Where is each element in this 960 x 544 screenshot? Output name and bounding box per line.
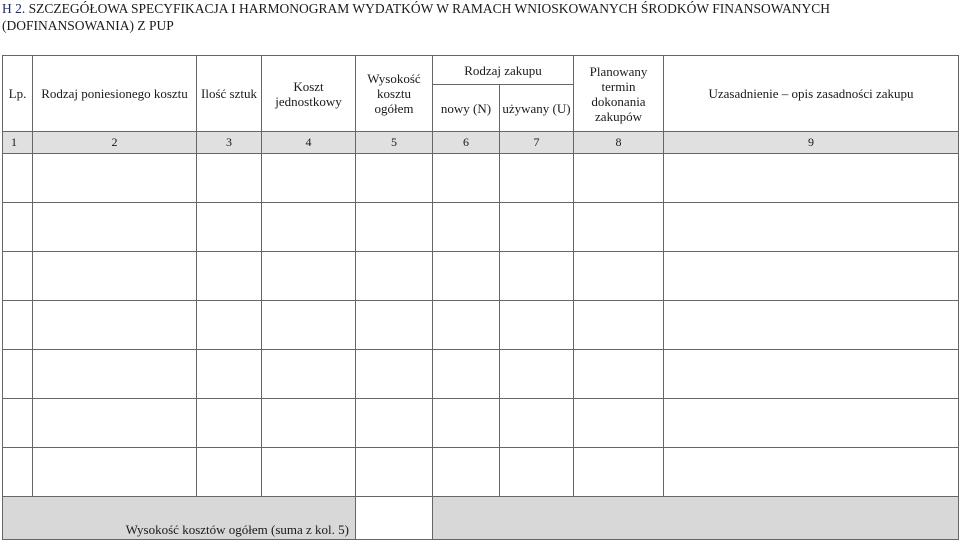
table-cell[interactable] bbox=[574, 203, 664, 252]
header-quantity: Ilość sztuk bbox=[197, 56, 262, 132]
table-cell[interactable] bbox=[433, 203, 500, 252]
column-number: 3 bbox=[197, 132, 262, 154]
table-cell[interactable] bbox=[433, 399, 500, 448]
table-row bbox=[3, 301, 959, 350]
table-cell[interactable] bbox=[3, 203, 33, 252]
table-cell[interactable] bbox=[3, 301, 33, 350]
header-unit-cost: Koszt jednostkowy bbox=[262, 56, 356, 132]
table-cell[interactable] bbox=[262, 203, 356, 252]
specification-table bbox=[2, 55, 959, 540]
column-number: 9 bbox=[664, 132, 959, 154]
table-row bbox=[3, 203, 959, 252]
table-cell[interactable] bbox=[500, 350, 574, 399]
header-lp: Lp. bbox=[3, 56, 33, 132]
table-cell[interactable] bbox=[664, 399, 959, 448]
total-label: Wysokość kosztów ogółem (suma z kol. 5) bbox=[3, 497, 356, 540]
table-cell[interactable] bbox=[433, 154, 500, 203]
table-cell[interactable] bbox=[262, 301, 356, 350]
table-cell[interactable] bbox=[3, 448, 33, 497]
table-cell[interactable] bbox=[500, 203, 574, 252]
table-cell[interactable] bbox=[197, 399, 262, 448]
table-cell[interactable] bbox=[197, 448, 262, 497]
table-cell[interactable] bbox=[356, 252, 433, 301]
column-number: 4 bbox=[262, 132, 356, 154]
header-purchase-type: Rodzaj zakupu bbox=[433, 56, 574, 85]
table-cell[interactable] bbox=[356, 350, 433, 399]
header-planned-date: Planowany termin dokonania zakupów bbox=[574, 56, 664, 132]
table-row bbox=[3, 448, 959, 497]
table-cell[interactable] bbox=[197, 350, 262, 399]
table-cell[interactable] bbox=[433, 252, 500, 301]
table-cell[interactable] bbox=[433, 301, 500, 350]
table-cell[interactable] bbox=[500, 448, 574, 497]
table-cell[interactable] bbox=[500, 399, 574, 448]
table-cell[interactable] bbox=[664, 301, 959, 350]
table-cell[interactable] bbox=[262, 252, 356, 301]
table-cell[interactable] bbox=[664, 448, 959, 497]
table-cell[interactable] bbox=[664, 154, 959, 203]
column-number: 6 bbox=[433, 132, 500, 154]
total-filler bbox=[433, 497, 959, 540]
table-cell[interactable] bbox=[356, 203, 433, 252]
table-cell[interactable] bbox=[262, 350, 356, 399]
table-row bbox=[3, 350, 959, 399]
column-number-row bbox=[3, 132, 959, 154]
table-cell[interactable] bbox=[197, 252, 262, 301]
table-cell[interactable] bbox=[433, 448, 500, 497]
column-number: 5 bbox=[356, 132, 433, 154]
table-cell[interactable] bbox=[574, 350, 664, 399]
table-cell[interactable] bbox=[197, 301, 262, 350]
table-cell[interactable] bbox=[262, 399, 356, 448]
table-cell[interactable] bbox=[33, 399, 197, 448]
table-cell[interactable] bbox=[500, 301, 574, 350]
table-cell[interactable] bbox=[197, 154, 262, 203]
table-cell[interactable] bbox=[356, 154, 433, 203]
table-cell[interactable] bbox=[262, 154, 356, 203]
table-cell[interactable] bbox=[3, 399, 33, 448]
table-cell[interactable] bbox=[433, 350, 500, 399]
table-cell[interactable] bbox=[574, 399, 664, 448]
table-cell[interactable] bbox=[500, 154, 574, 203]
table-row bbox=[3, 252, 959, 301]
header-used: używany (U) bbox=[500, 85, 574, 132]
table-cell[interactable] bbox=[664, 252, 959, 301]
table-cell[interactable] bbox=[664, 350, 959, 399]
table-cell[interactable] bbox=[356, 301, 433, 350]
data-rows bbox=[3, 154, 959, 497]
table-cell[interactable] bbox=[33, 301, 197, 350]
header-total-cost: Wysokość kosztu ogółem bbox=[356, 56, 433, 132]
column-number: 2 bbox=[33, 132, 197, 154]
table-cell[interactable] bbox=[33, 252, 197, 301]
total-row bbox=[3, 497, 959, 540]
table-cell[interactable] bbox=[197, 203, 262, 252]
table-cell[interactable] bbox=[33, 203, 197, 252]
title-line-1: SZCZEGÓŁOWA SPECYFIKACJA I HARMONOGRAM WYDATKÓW W RAMACH WNIOSKOWANYCH ŚRODKÓW FINANSOWANYCH bbox=[25, 1, 831, 16]
document-title bbox=[2, 0, 952, 34]
table-cell[interactable] bbox=[356, 399, 433, 448]
table-cell[interactable] bbox=[3, 154, 33, 203]
table-cell[interactable] bbox=[664, 203, 959, 252]
table-cell[interactable] bbox=[262, 448, 356, 497]
table-cell[interactable] bbox=[574, 252, 664, 301]
header-new: nowy (N) bbox=[433, 85, 500, 132]
table-cell[interactable] bbox=[33, 448, 197, 497]
column-number: 1 bbox=[3, 132, 33, 154]
table-cell[interactable] bbox=[574, 301, 664, 350]
table-cell[interactable] bbox=[3, 252, 33, 301]
header-justification: Uzasadnienie – opis zasadności zakupu bbox=[664, 56, 959, 132]
table-row bbox=[3, 154, 959, 203]
column-number: 8 bbox=[574, 132, 664, 154]
header-cost-type: Rodzaj poniesionego kosztu bbox=[33, 56, 197, 132]
column-number: 7 bbox=[500, 132, 574, 154]
table-row bbox=[3, 399, 959, 448]
table-cell[interactable] bbox=[33, 350, 197, 399]
total-value-cell[interactable] bbox=[356, 497, 433, 540]
table-cell[interactable] bbox=[356, 448, 433, 497]
section-number: H 2. bbox=[2, 1, 26, 16]
table-cell[interactable] bbox=[500, 252, 574, 301]
table-cell[interactable] bbox=[33, 154, 197, 203]
table-cell[interactable] bbox=[3, 350, 33, 399]
table-cell[interactable] bbox=[574, 154, 664, 203]
title-line-2: (DOFINANSOWANIA) Z PUP bbox=[2, 18, 174, 33]
table-cell[interactable] bbox=[574, 448, 664, 497]
